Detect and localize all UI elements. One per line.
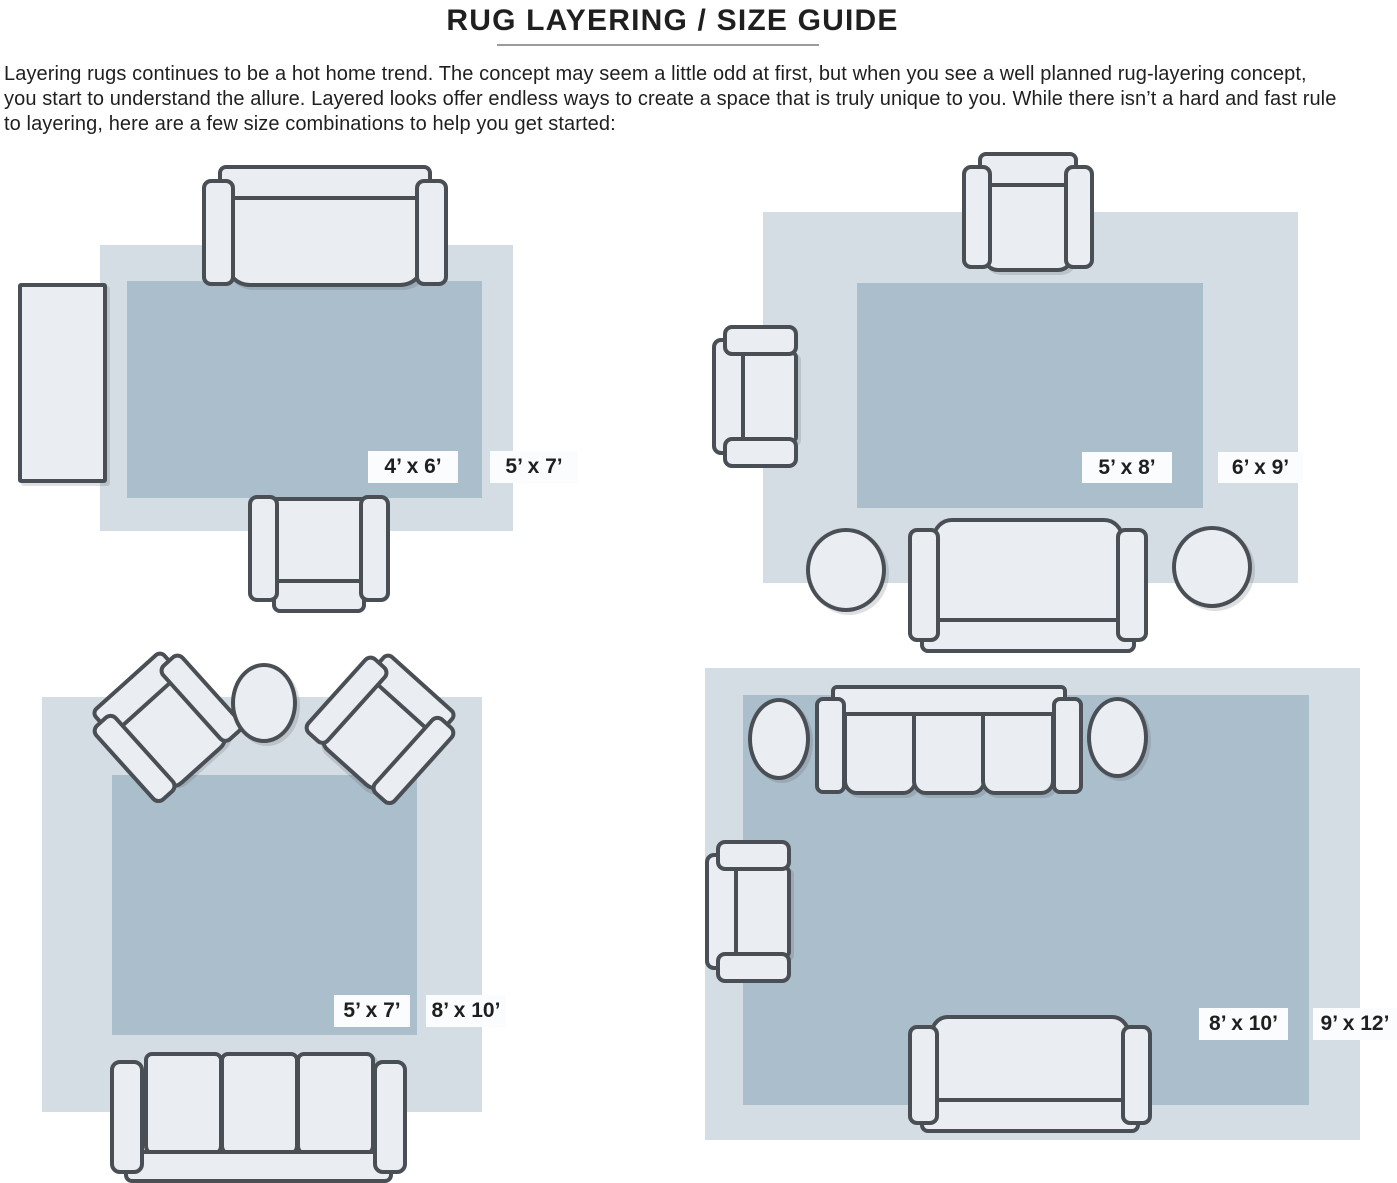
outer-rug-size-label [1313,1008,1397,1040]
armchair-arm-top [716,840,791,871]
sofa-top [815,685,1083,795]
inner-rug-size-text: 5’ x 7’ [343,999,401,1022]
sofa-seat-cushion [981,705,1055,795]
outer-rug-size-text: 8’ x 10’ [431,999,501,1022]
sofa-bottom [908,1015,1152,1133]
armchair-left [705,840,795,983]
sofa-seat-cushion [843,705,917,795]
sofa-arm-right [1121,1025,1152,1125]
sofa-arm-left [815,697,846,794]
inner-rug-size-text: 5’ x 8’ [1098,455,1156,479]
sofa-back [920,1098,1140,1133]
outer-rug-size-text: 9’ x 12’ [1320,1012,1390,1035]
ottoman-right [1087,697,1148,778]
outer-rug-size-text: 6’ x 9’ [1231,455,1290,479]
ottoman-left [748,698,810,780]
inner-rug-size-label [1199,1008,1288,1040]
inner-rug-size-text: 8’ x 10’ [1209,1012,1278,1035]
sofa-arm-left [908,1025,939,1125]
armchair-seat [729,866,791,958]
intro-line-3: to layering, here are a few size combinations to help you get started: [4,113,616,135]
sofa-back [831,685,1067,716]
intro-line-2: you start to understand the allure. Layered looks offer endless ways to create a space that is truly unique to you. While there isn’t a hard and fast rule [4,88,1337,110]
inner-rug-size-text: 4’ x 6’ [384,455,442,478]
armchair-arm-bottom [716,952,791,983]
sofa-seat-cushion [912,705,986,795]
sofa-arm-right [1052,697,1083,794]
page-title: RUG LAYERING / SIZE GUIDE [446,4,899,37]
outer-rug-size-text: 5’ x 7’ [505,455,563,478]
intro-line-1: Layering rugs continues to be a hot home trend. The concept may seem a little odd at first, but when you see a well planned rug-layering concept, [4,63,1307,85]
